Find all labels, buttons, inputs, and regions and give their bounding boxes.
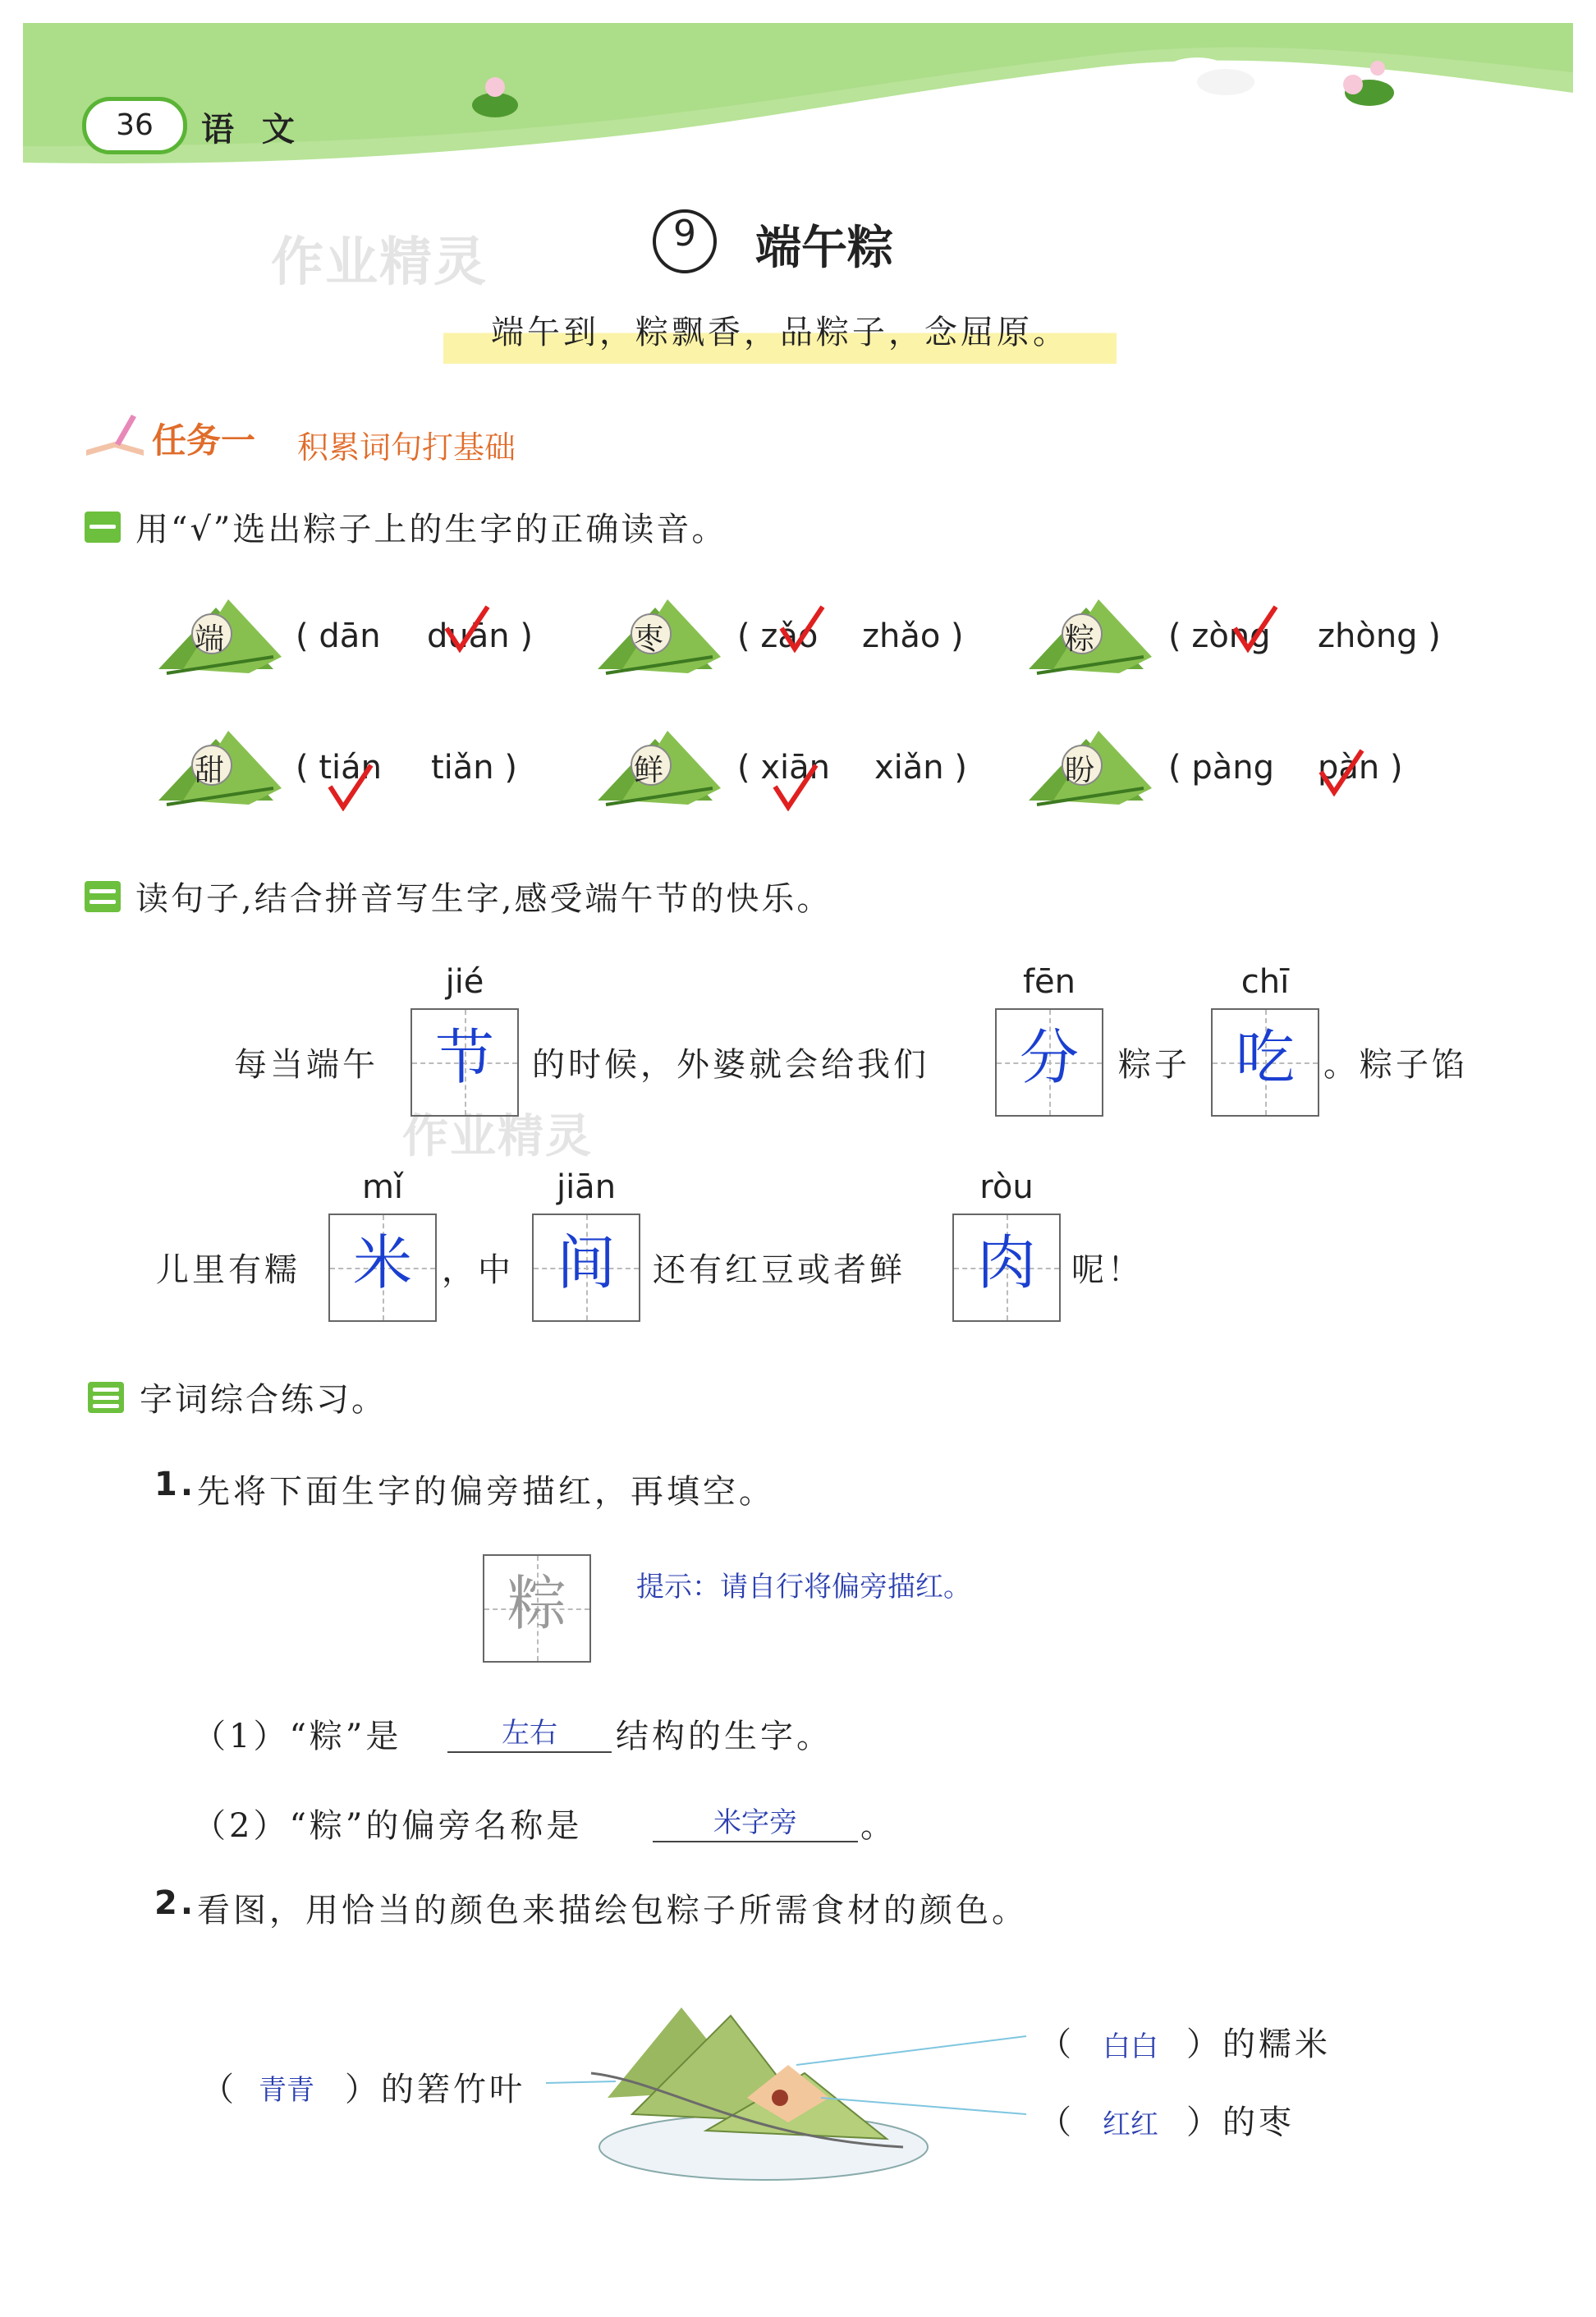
- sentence-text: 。粽子馅: [1323, 1046, 1468, 1084]
- paren-close: ）的糯米: [1186, 2026, 1331, 2063]
- swan-icon: [1164, 57, 1254, 95]
- section-one-icon: [85, 512, 121, 543]
- zongzi-char: 端: [195, 622, 225, 656]
- pinyin-option[interactable]: ( zǎo: [737, 617, 819, 655]
- paren-open: （: [1039, 2026, 1075, 2063]
- pinyin-option[interactable]: ( xiān: [737, 749, 830, 787]
- pinyin-hint: fēn: [1022, 963, 1076, 1001]
- writing-grid[interactable]: [328, 1214, 437, 1322]
- question-text: 看图，用恰当的颜色来描绘包粽子所需食材的颜色。: [197, 1892, 1028, 1929]
- task-title: 积累词句打基础: [297, 429, 516, 466]
- hint-text: 提示：请自行将偏旁描红。: [636, 1571, 971, 1604]
- pinyin-option[interactable]: zhòng ): [1318, 617, 1441, 655]
- tracing-grid[interactable]: [483, 1554, 591, 1663]
- sentence-text: 的时候，外婆就会给我们: [532, 1046, 929, 1084]
- pinyin-option[interactable]: tiǎn ): [431, 749, 517, 787]
- question-number: 2.: [154, 1884, 197, 1922]
- check-mark-icon: [772, 762, 819, 811]
- sentence-text: 每当端午: [234, 1046, 378, 1084]
- subject-label: 语 文: [201, 110, 303, 149]
- watermark: 作业精灵: [402, 1110, 593, 1163]
- pinyin-hint: mǐ: [361, 1168, 404, 1206]
- written-answer: 节: [434, 1023, 494, 1092]
- pinyin-option[interactable]: pàn ): [1318, 749, 1403, 787]
- sentence-text: 粽子: [1118, 1046, 1190, 1084]
- pinyin-option[interactable]: ( pàng: [1168, 749, 1274, 787]
- writing-grid[interactable]: [952, 1214, 1061, 1322]
- lesson-number: 9: [653, 209, 717, 273]
- writing-grid[interactable]: [1211, 1008, 1319, 1117]
- header-banner: [23, 23, 1573, 175]
- sentence-text: 呢！: [1071, 1251, 1144, 1289]
- zongzi-char: 枣: [634, 622, 664, 656]
- paren-close: ）的枣: [1186, 2104, 1295, 2141]
- writing-grid[interactable]: [532, 1214, 640, 1322]
- pinyin-option[interactable]: xiǎn ): [874, 749, 967, 787]
- zongzi-char: 鲜: [634, 754, 664, 787]
- sentence-text: ，中: [442, 1251, 514, 1289]
- tracing-char: 粽: [507, 1569, 566, 1638]
- paren-close: ）的箬竹叶: [345, 2071, 525, 2108]
- fill-suffix: 。: [860, 1807, 897, 1845]
- check-mark-icon: [1231, 603, 1279, 653]
- section-three-icon: [88, 1382, 124, 1413]
- book-quill-icon: [82, 411, 148, 460]
- zongzi-card: [1020, 591, 1153, 680]
- zongzi-card: [1020, 723, 1153, 811]
- fill-prefix: （2）“粽”的偏旁名称是: [193, 1807, 583, 1845]
- pinyin-hint: jiān: [556, 1168, 617, 1206]
- task-label: 任务一: [152, 420, 256, 461]
- sentence-text: 儿里有糯: [156, 1251, 300, 1289]
- written-answer: 米: [352, 1228, 412, 1297]
- question-text: 先将下面生字的偏旁描红，再填空。: [197, 1473, 775, 1511]
- writing-grid[interactable]: [995, 1008, 1103, 1117]
- check-mark-icon: [1318, 747, 1365, 796]
- watermark: 作业精灵: [271, 232, 488, 293]
- pinyin-option[interactable]: duān ): [427, 617, 533, 655]
- zongzi-char: 粽: [1065, 622, 1095, 656]
- zongzi-card: [589, 723, 722, 811]
- written-answer: 吃: [1235, 1023, 1295, 1092]
- section-two-instruction: 读句子,结合拼音写生字,感受端午节的快乐。: [135, 880, 832, 918]
- paren-open: （: [1039, 2104, 1075, 2141]
- color-answer[interactable]: 青青: [259, 2074, 314, 2107]
- section-one-instruction: 用“√”选出粽子上的生字的正确读音。: [135, 511, 727, 548]
- pointer-lines: [542, 1975, 1034, 2188]
- written-answer: 肉: [976, 1228, 1036, 1297]
- zongzi-card: [150, 591, 283, 680]
- lesson-motto: 端午到，粽飘香，品粽子，念屈原。: [443, 308, 1117, 364]
- writing-grid[interactable]: [410, 1008, 519, 1117]
- pinyin-hint: chī: [1241, 963, 1290, 1001]
- check-mark-icon: [778, 603, 826, 653]
- question-number: 1.: [154, 1466, 197, 1503]
- color-answer[interactable]: 白白: [1103, 2030, 1158, 2063]
- section-three-instruction: 字词综合练习。: [140, 1381, 387, 1419]
- fill-prefix: （1）“粽”是: [193, 1718, 402, 1755]
- paren-open: （: [201, 2071, 237, 2108]
- pinyin-option[interactable]: ( dān: [296, 617, 381, 655]
- sentence-text: 还有红豆或者鲜: [653, 1251, 906, 1289]
- pinyin-hint: jié: [445, 963, 484, 1001]
- lesson-title: 端午粽: [755, 222, 893, 275]
- page-number: 36: [82, 97, 187, 154]
- pinyin-hint: ròu: [979, 1168, 1034, 1206]
- fill-blank[interactable]: 左右: [447, 1710, 612, 1753]
- check-mark-icon: [443, 603, 491, 653]
- written-answer: 分: [1019, 1023, 1079, 1092]
- zongzi-char: 甜: [195, 754, 225, 787]
- check-mark-icon: [327, 762, 374, 811]
- pinyin-option[interactable]: zhǎo ): [862, 617, 964, 655]
- zongzi-card: [150, 723, 283, 811]
- section-two-icon: [85, 881, 121, 912]
- color-answer[interactable]: 红红: [1103, 2108, 1158, 2141]
- zongzi-card: [589, 591, 722, 680]
- zongzi-char: 盼: [1065, 754, 1095, 787]
- written-answer: 间: [556, 1228, 616, 1297]
- fill-blank[interactable]: 米字旁: [653, 1800, 858, 1842]
- pinyin-option[interactable]: ( tián: [296, 749, 382, 787]
- pinyin-option[interactable]: ( zòng: [1168, 617, 1271, 655]
- fill-suffix: 结构的生字。: [616, 1718, 832, 1755]
